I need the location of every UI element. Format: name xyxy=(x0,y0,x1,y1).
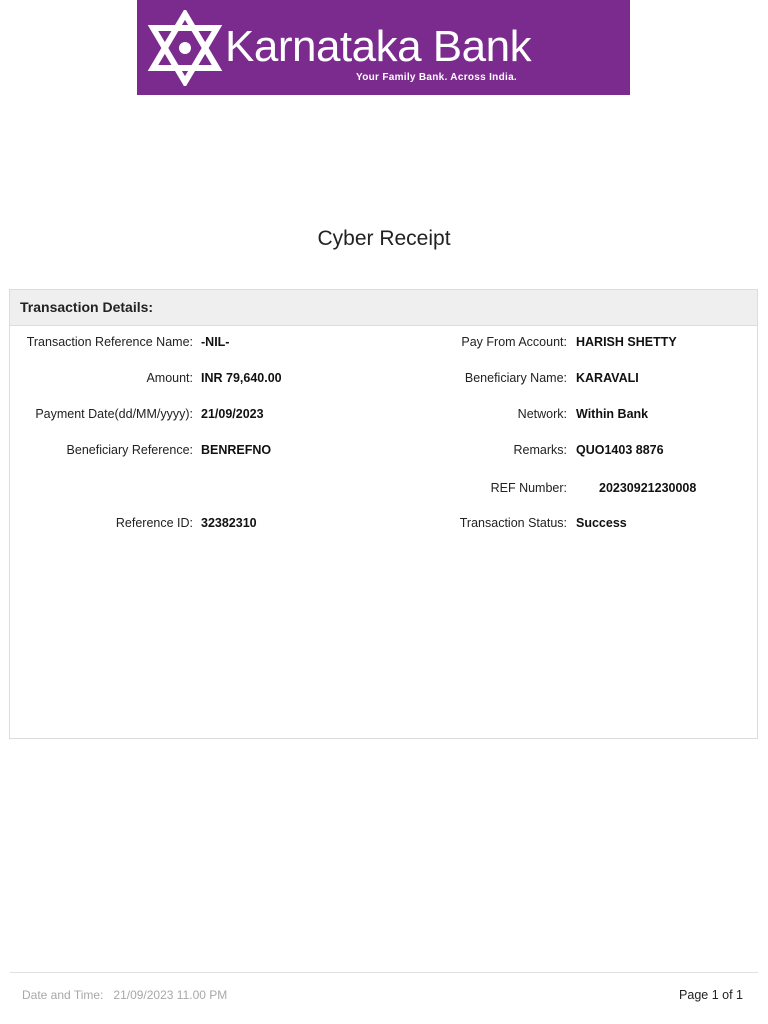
page-number: Page 1 of 1 xyxy=(679,988,743,1002)
detail-label: Transaction Reference Name: xyxy=(26,335,193,349)
detail-row xyxy=(10,440,759,460)
detail-value: Success xyxy=(576,516,627,530)
detail-value: INR 79,640.00 xyxy=(201,371,282,385)
detail-label: Pay From Account: xyxy=(461,335,567,349)
detail-value: KARAVALI xyxy=(576,371,639,385)
footer-datetime xyxy=(22,988,227,1002)
detail-value: QUO1403 8876 xyxy=(576,443,664,457)
detail-value: Within Bank xyxy=(576,407,649,421)
star-of-david-icon xyxy=(147,10,223,86)
detail-row xyxy=(10,513,759,533)
detail-label: Beneficiary Reference: xyxy=(66,443,193,457)
detail-value: 32382310 xyxy=(201,516,257,530)
detail-value: HARISH SHETTY xyxy=(576,335,677,349)
detail-label: Transaction Status: xyxy=(459,516,567,530)
transaction-details-panel xyxy=(9,289,758,739)
detail-label: Reference ID: xyxy=(115,516,193,530)
detail-label: Beneficiary Name: xyxy=(464,371,567,385)
detail-value: BENREFNO xyxy=(201,443,272,457)
page-title: Cyber Receipt xyxy=(317,227,451,250)
footer-datetime-label: Date and Time: xyxy=(22,988,104,1002)
footer-datetime-value: 21/09/2023 11.00 PM xyxy=(113,988,228,1002)
detail-row xyxy=(10,368,759,388)
detail-row xyxy=(10,332,759,352)
detail-label: Amount: xyxy=(146,371,193,385)
detail-row xyxy=(10,404,759,424)
bank-tagline: Your Family Bank. Across India. xyxy=(356,72,518,83)
bank-name: Karnataka Bank xyxy=(225,22,532,71)
detail-label: Network: xyxy=(517,407,567,421)
panel-heading: Transaction Details: xyxy=(10,290,757,326)
bank-banner xyxy=(137,0,630,95)
detail-label: Payment Date(dd/MM/yyyy): xyxy=(35,407,193,421)
detail-value: -NIL- xyxy=(201,335,230,349)
detail-label: Remarks: xyxy=(513,443,567,457)
footer-divider xyxy=(10,972,758,973)
detail-value: 21/09/2023 xyxy=(201,407,264,421)
detail-row xyxy=(10,478,759,498)
detail-label: REF Number: xyxy=(490,481,567,495)
detail-value: 20230921230008 xyxy=(599,481,697,495)
